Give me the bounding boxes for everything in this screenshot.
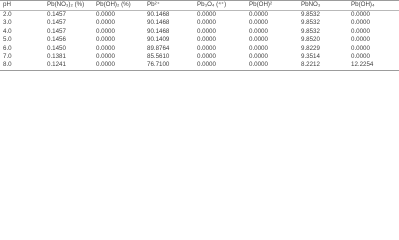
table-cell: 9.8520 <box>301 36 320 44</box>
table-cell: 0.1456 <box>47 36 66 44</box>
table-cell: 89.8764 <box>147 44 170 52</box>
table-body <box>0 11 399 71</box>
header-row <box>0 1 399 11</box>
table-cell: 0.0000 <box>197 27 216 35</box>
table-cell: 0.0000 <box>249 27 268 35</box>
table-cell: 0.0000 <box>249 36 268 44</box>
table-cell: 8.0 <box>0 61 44 70</box>
table-cell: 4.0 <box>3 27 12 35</box>
table-row <box>0 19 399 27</box>
table-cell: 0.1457 <box>47 19 66 27</box>
table-row <box>0 53 399 61</box>
table-cell: 6.0 <box>3 44 12 52</box>
table-cell: 0.0000 <box>96 19 115 27</box>
table-cell: 0.0000 <box>194 61 246 70</box>
table-row <box>0 45 399 53</box>
table-cell: 0.1381 <box>47 53 66 61</box>
table-cell: 0.0000 <box>197 44 216 52</box>
table-cell: 0.0000 <box>351 36 370 44</box>
table-cell: 0.0000 <box>197 19 216 27</box>
table-cell: 9.3514 <box>301 53 320 61</box>
column-header: Pb(NO₃)₂ (%) <box>44 1 93 11</box>
table-cell: 0.0000 <box>249 53 268 61</box>
table-cell: 0.0000 <box>197 36 216 44</box>
table-cell: 0.0000 <box>351 19 370 27</box>
table-cell: 12.2254 <box>348 61 399 70</box>
table-cell: 0.0000 <box>96 11 115 18</box>
table-cell: 0.0000 <box>197 53 216 61</box>
table-cell: 0.1241 <box>44 61 93 70</box>
column-header: pH <box>0 1 44 11</box>
table-cell: 0.0000 <box>351 44 370 52</box>
column-header: Pb²⁺ <box>144 1 194 11</box>
table-cell: 0.1457 <box>47 11 66 18</box>
table-cell: 9.8532 <box>301 11 320 18</box>
table-cell: 0.0000 <box>351 53 370 61</box>
table-cell: 9.8532 <box>301 27 320 35</box>
table-cell: 2.0 <box>3 11 12 18</box>
table-cell: 0.0000 <box>197 11 216 18</box>
table-row <box>0 11 399 20</box>
table-cell: 85.5610 <box>147 53 170 61</box>
column-header: PbNO₃ <box>298 1 348 11</box>
table-cell: 0.0000 <box>246 61 298 70</box>
table-cell: 0.0000 <box>96 53 115 61</box>
table-cell: 0.0000 <box>96 36 115 44</box>
table-cell: 7.0 <box>3 53 12 61</box>
table-cell: 90.1468 <box>147 19 170 27</box>
data-table <box>0 0 399 71</box>
table-cell: 0.0000 <box>249 19 268 27</box>
table-row <box>0 28 399 36</box>
table-cell: 0.1457 <box>47 27 66 35</box>
column-header: Pb(OH)₂ (%) <box>93 1 144 11</box>
table-cell: 0.0000 <box>351 27 370 35</box>
table-cell: 9.8229 <box>301 44 320 52</box>
table-row <box>0 61 399 70</box>
table-cell: 9.8532 <box>301 19 320 27</box>
table-cell: 0.0000 <box>96 27 115 35</box>
table-cell: 0.0000 <box>351 11 370 18</box>
table-cell: 0.1450 <box>47 44 66 52</box>
table-cell: 5.0 <box>3 36 12 44</box>
data-table-container <box>0 0 399 77</box>
table-header <box>0 1 399 11</box>
table-cell: 0.0000 <box>96 44 115 52</box>
table-cell: 90.1409 <box>147 36 170 44</box>
table-cell: 0.0000 <box>93 61 144 70</box>
table-cell: 3.0 <box>3 19 12 27</box>
table-cell: 0.0000 <box>249 44 268 52</box>
column-header: Pb₃O₄ (⁴⁺) <box>194 1 246 11</box>
table-row <box>0 36 399 44</box>
column-header: Pb(OH)² <box>246 1 298 11</box>
table-cell: 8.2212 <box>298 61 348 70</box>
table-cell: 90.1468 <box>147 27 170 35</box>
column-header: Pb(OH)₄ <box>348 1 399 11</box>
table-cell: 0.0000 <box>249 11 268 18</box>
table-cell: 76.7100 <box>144 61 194 70</box>
table-cell: 90.1468 <box>147 11 170 18</box>
